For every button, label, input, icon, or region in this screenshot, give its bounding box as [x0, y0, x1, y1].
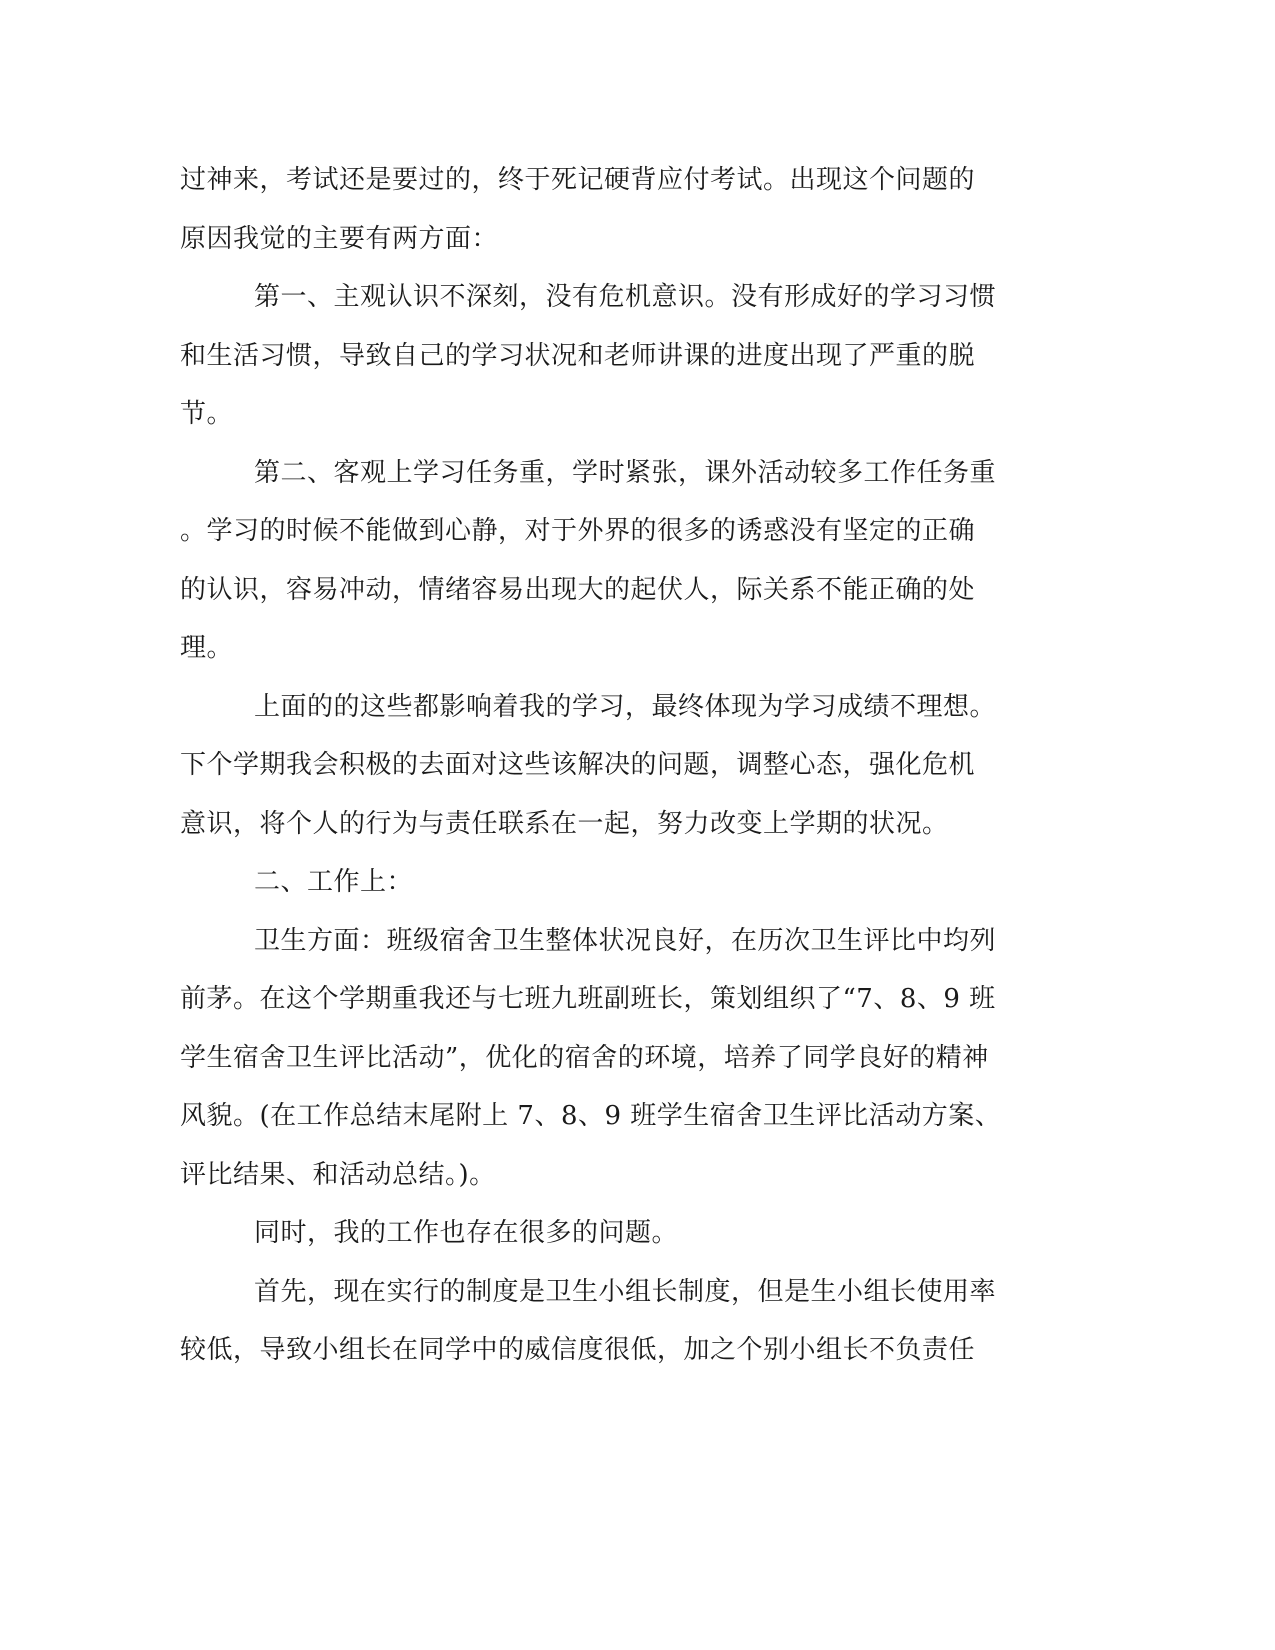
- text-line: 评比结果、和活动总结。)。: [180, 1160, 496, 1190]
- paragraph-first-line: 第一、主观认识不深刻，没有危机意识。没有形成好的学习习惯: [254, 282, 997, 312]
- section-heading: 二、工作上：: [254, 867, 414, 897]
- text-line: 原因我觉的主要有两方面：: [180, 224, 499, 254]
- text-line: 下个学期我会积极的去面对这些该解决的问题，调整心态，强化危机: [180, 750, 976, 780]
- text-line: 较低，导致小组长在同学中的威信度很低，加之个别小组长不负责任: [180, 1335, 976, 1365]
- text-line: 理。: [180, 633, 234, 663]
- text-line: 。学习的时候不能做到心静，对于外界的很多的诱惑没有坚定的正确: [180, 516, 976, 546]
- paragraph-first-line: 上面的的这些都影响着我的学习，最终体现为学习成绩不理想。: [254, 692, 997, 722]
- paragraph-first-line: 首先，现在实行的制度是卫生小组长制度，但是生小组长使用率: [254, 1277, 997, 1307]
- text-line: 的认识，容易冲动，情绪容易出现大的起伏人，际关系不能正确的处: [180, 575, 976, 605]
- text-line: 节。: [180, 399, 234, 429]
- paragraph-first-line: 第二、客观上学习任务重，学时紧张，课外活动较多工作任务重: [254, 458, 997, 488]
- text-line: 和生活习惯，导致自己的学习状况和老师讲课的进度出现了严重的脱: [180, 341, 976, 371]
- paragraph-first-line: 同时，我的工作也存在很多的问题。: [254, 1218, 679, 1248]
- text-line: 过神来，考试还是要过的，终于死记硬背应付考试。出现这个问题的: [180, 165, 976, 195]
- text-line: 意识，将个人的行为与责任联系在一起，努力改变上学期的状况。: [180, 809, 949, 839]
- text-line: 风貌。(在工作总结末尾附上 7、8、9 班学生宿舍卫生评比活动方案、: [180, 1101, 1002, 1131]
- paragraph-first-line: 卫生方面：班级宿舍卫生整体状况良好，在历次卫生评比中均列: [254, 926, 997, 956]
- text-line: 前茅。在这个学期重我还与七班九班副班长，策划组织了“7、8、9 班: [180, 984, 996, 1014]
- text-line: 学生宿舍卫生评比活动”，优化的宿舍的环境，培养了同学良好的精神: [180, 1043, 989, 1073]
